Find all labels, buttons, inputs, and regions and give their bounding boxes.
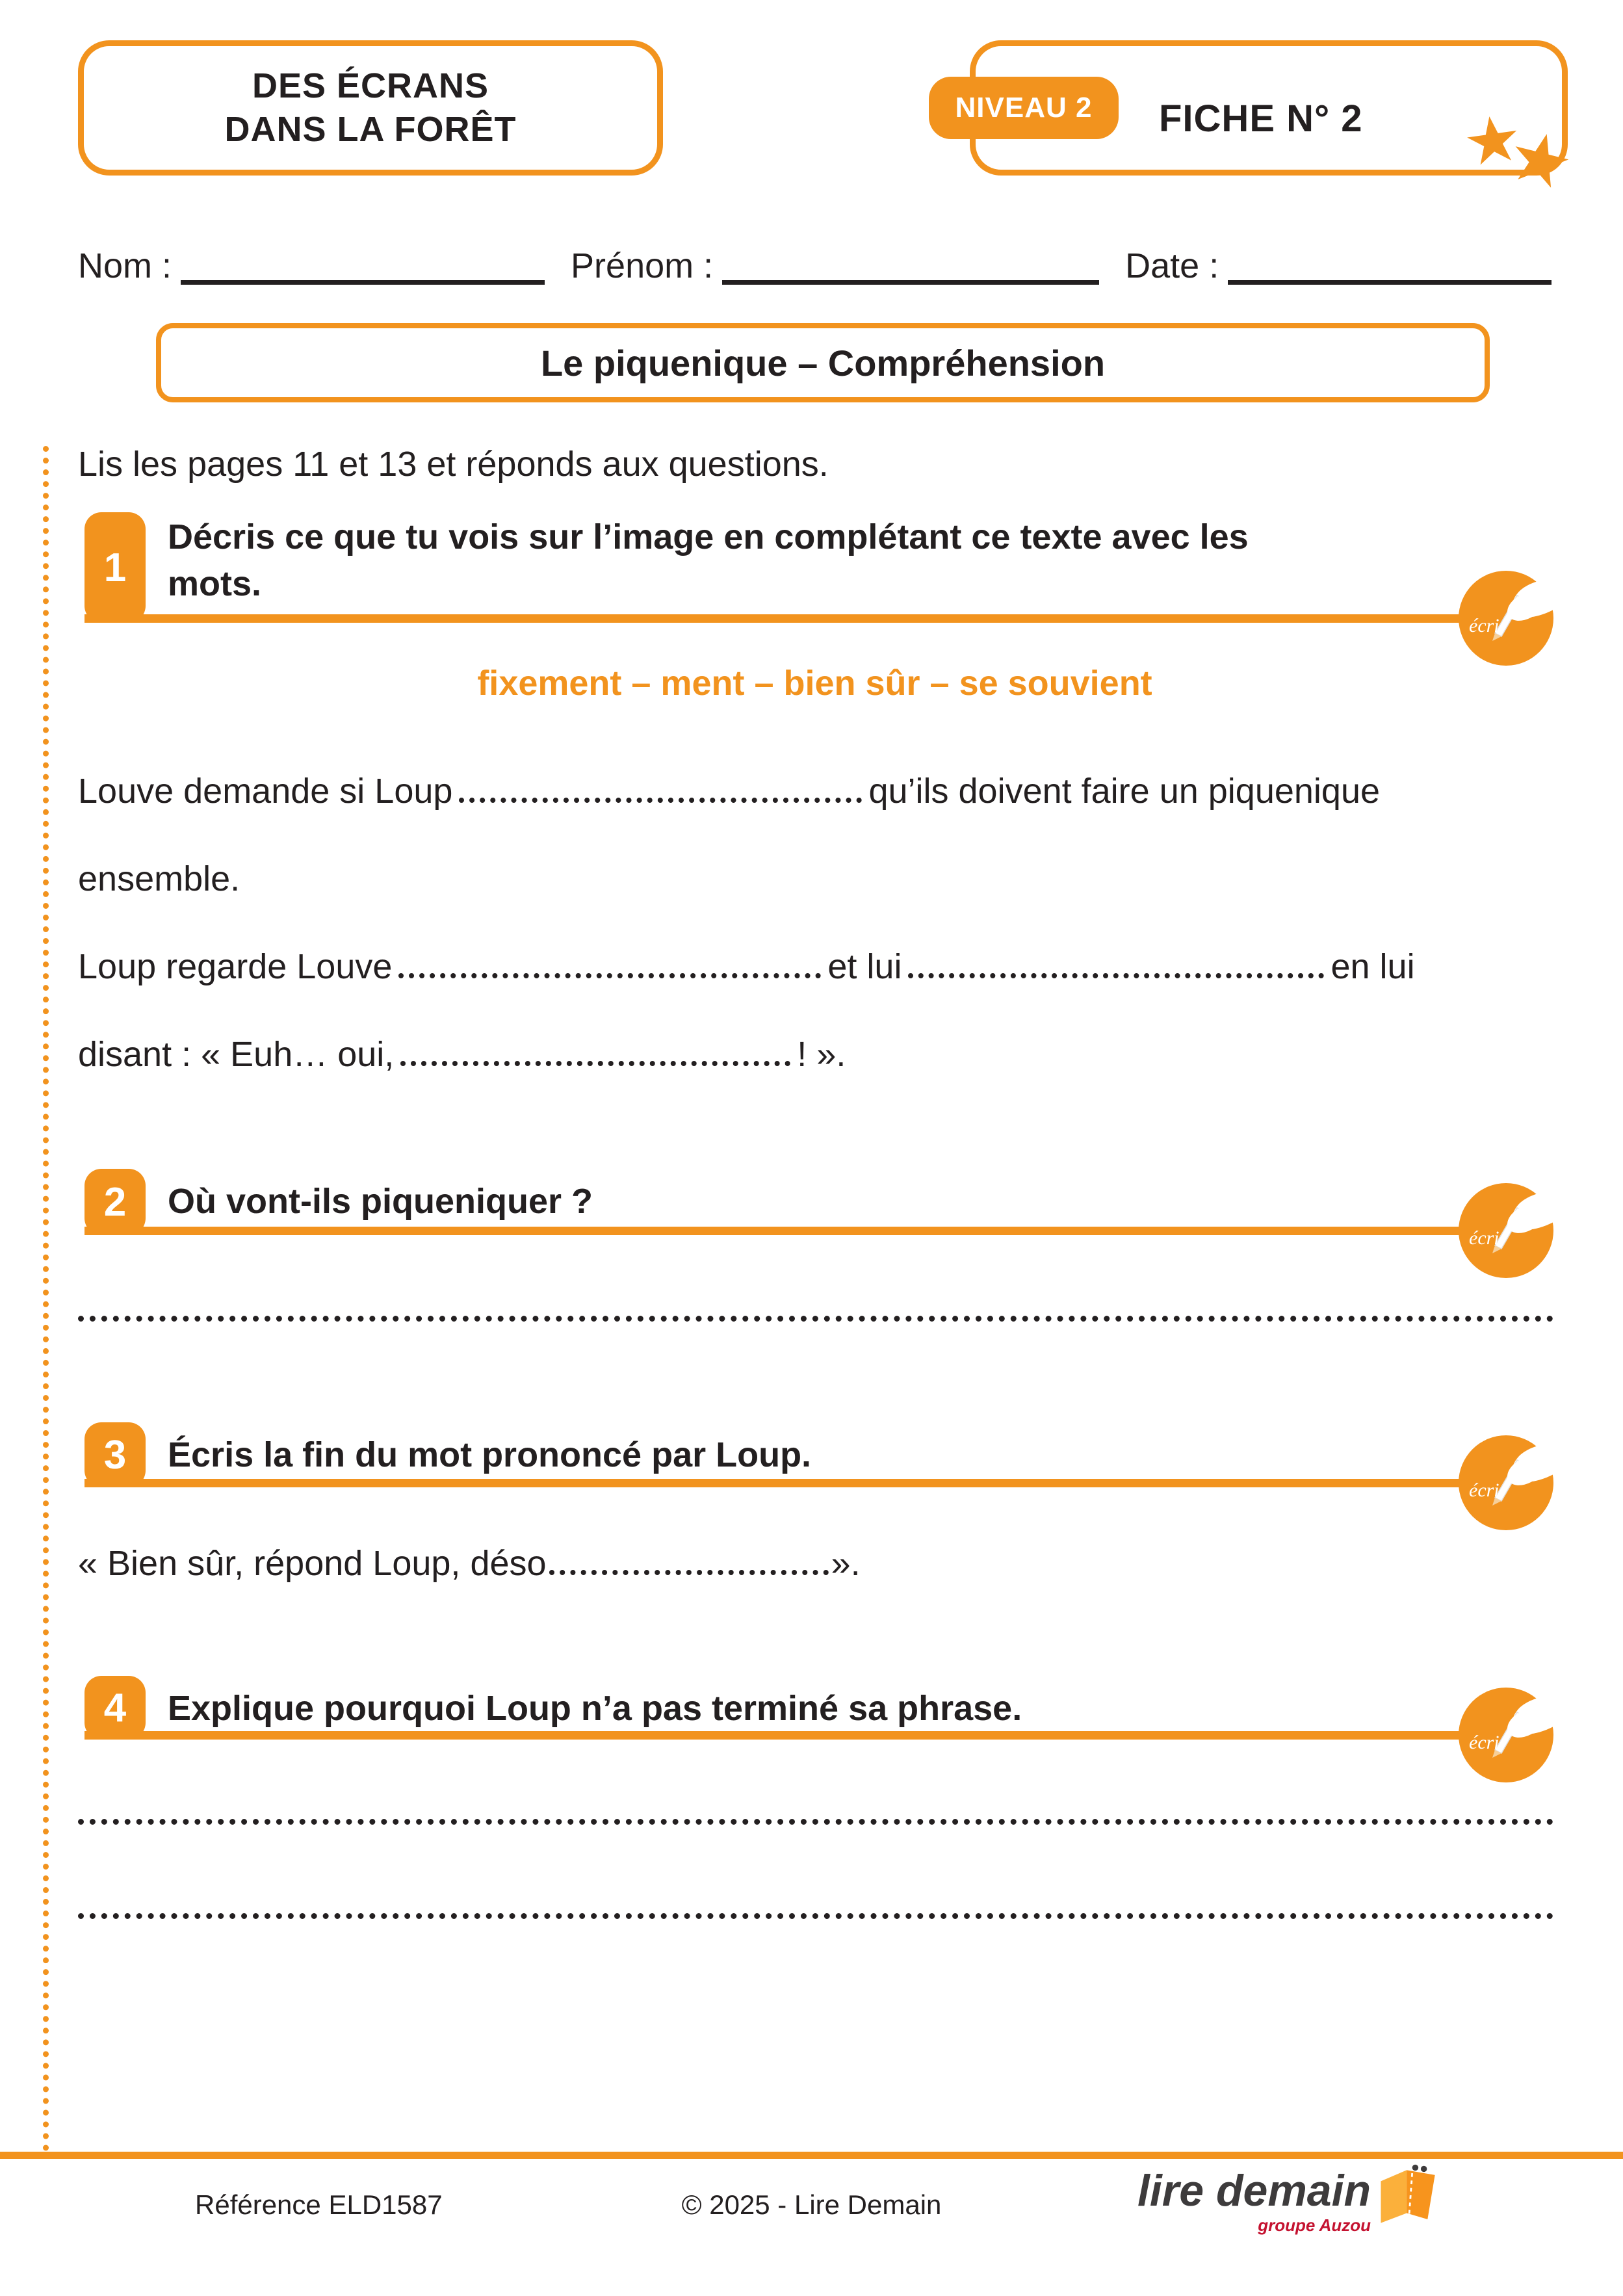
question-4-heading: Explique pourquoi Loup n’a pas terminé sa phrase. [168,1689,1022,1728]
footer-copyright: © 2025 - Lire Demain [681,2189,942,2220]
answer-blank [400,1054,790,1066]
question-2-header [84,1169,1553,1249]
footer-reference: Référence ELD1587 [195,2189,443,2220]
fill-line-2: ensemble. [78,859,240,898]
question-4-number-badge: 4 [84,1676,146,1740]
question-3-heading: Écris la fin du mot prononcé par Loup. [168,1435,812,1474]
logo-group-label: groupe Auzou [1258,2215,1371,2235]
left-margin-dashed-rule [43,446,49,2152]
write-hand-icon [1459,571,1553,666]
fill-line-3-after: en lui [1331,947,1415,986]
q3-sentence-before: « Bien sûr, répond Loup, déso [78,1544,547,1583]
question-2-number-badge: 2 [84,1169,146,1235]
question-1-heading: Décris ce que tu vois sur l’image en complétant ce texte avec les mots. [168,517,1249,603]
question-4-header [84,1676,1553,1753]
firstname-label: Prénom : [571,246,714,285]
question-1-header [84,512,1553,636]
firstname-write-line [722,254,1099,285]
write-hand-icon [1459,1183,1553,1278]
footer-rule [0,2152,1623,2159]
write-hand-icon [1459,1688,1553,1782]
fill-line-1-after: qu’ils doivent faire un piquenique [868,772,1381,811]
word-bank: fixement – ment – bien sûr – se souvient [477,664,1152,703]
question-rule [84,1227,1503,1235]
question-3-sentence [78,1541,861,1586]
ecri-label: écri [1469,1732,1500,1753]
question-3-number-badge: 3 [84,1422,146,1487]
fiche-number-label: FICHE N° 2 [1159,98,1363,140]
fill-line-3-mid: et lui [827,947,902,986]
answer-dotted-line [78,1819,1553,1825]
book-title-box [78,40,663,176]
ecri-label: écri [1469,1480,1500,1501]
fill-in-text [78,748,1553,1099]
answer-dotted-line [78,1316,1553,1322]
fiche-box [955,40,1568,176]
question-rule [84,1479,1503,1487]
name-write-line [181,254,545,285]
answer-dotted-line [78,1913,1553,1919]
identity-row [78,248,1552,285]
q3-sentence-after: ». [831,1544,861,1583]
write-hand-icon [1459,1435,1553,1530]
logo-wordmark: lire demain [1137,2166,1371,2215]
question-1-number-badge: 1 [84,512,146,623]
fill-line-4-before: disant : « Euh… oui, [78,1035,395,1074]
question-rule [84,1731,1503,1740]
book-title-line2: DANS LA FORÊT [224,110,517,149]
name-label: Nom : [78,246,172,285]
open-book-icon [1375,2161,1442,2232]
date-label: Date : [1125,246,1219,285]
fill-line-3-before: Loup regarde Louve [78,947,393,986]
answer-blank [459,791,862,803]
fill-line-1 [78,748,1553,835]
publisher-logo [1137,2166,1442,2236]
level-badge: NIVEAU 2 [929,77,1119,139]
question-2-heading: Où vont-ils piqueniquer ? [168,1182,593,1221]
fill-line-1-before: Louve demande si Loup [78,772,453,811]
question-rule [84,614,1503,623]
difficulty-stars [1466,115,1570,192]
question-3-header [84,1422,1553,1501]
fill-line-4-after: ! ». [797,1035,846,1074]
fill-line-3 [78,923,1553,1011]
answer-blank [398,967,821,978]
date-write-line [1228,254,1552,285]
instruction-text: Lis les pages 11 et 13 et réponds aux questions. [78,445,829,484]
fill-line-4 [78,1011,1553,1099]
ecri-label: écri [1469,1227,1500,1249]
book-title-line1: DES ÉCRANS [252,66,489,106]
ecri-label: écri [1469,615,1500,636]
worksheet-title: Le piquenique – Compréhension [156,323,1490,402]
answer-blank [549,1563,829,1575]
answer-blank [908,967,1324,978]
